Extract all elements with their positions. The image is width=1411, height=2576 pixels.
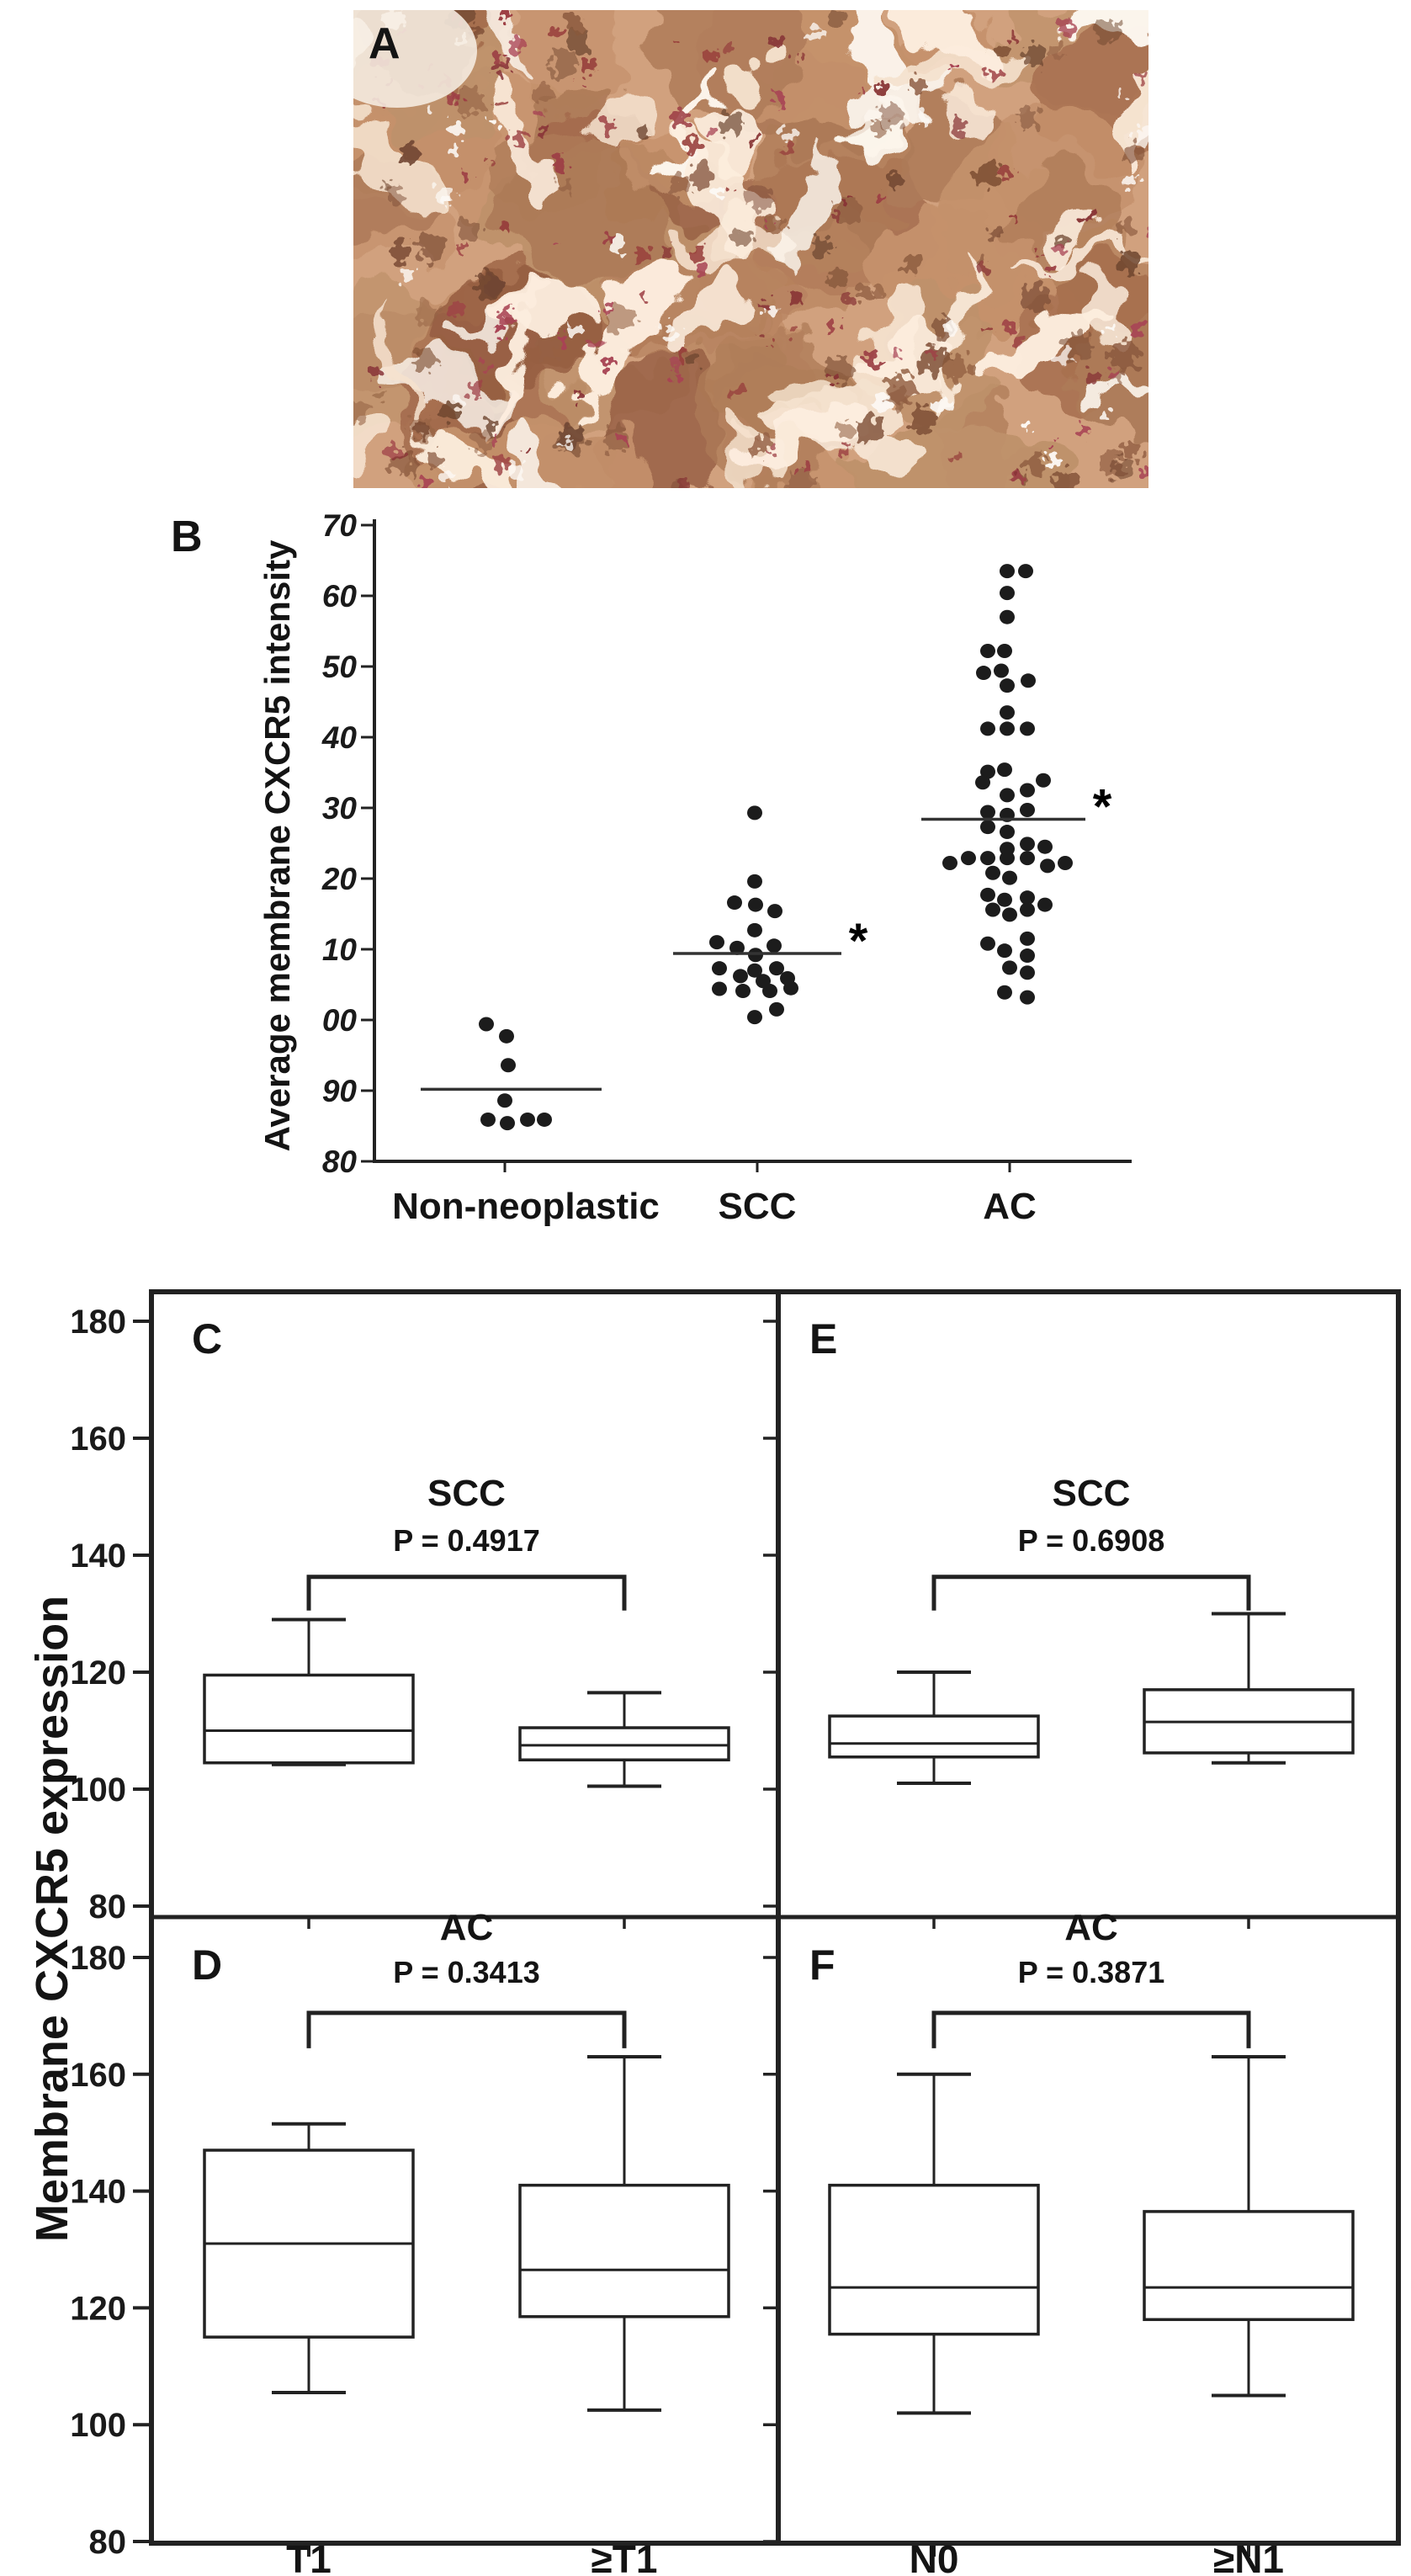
category-label-scc: SCC xyxy=(718,1186,797,1227)
box-f-n1 xyxy=(1144,2057,1353,2396)
p-value-c: P = 0.4917 xyxy=(393,1523,540,1559)
box-plot-grid xyxy=(70,1292,1398,2576)
panel-b-letter: B xyxy=(171,513,203,561)
significance-bracket xyxy=(309,1577,624,1611)
dotplot-ytick-label: 20 xyxy=(321,862,357,896)
p-value-e: P = 0.6908 xyxy=(1017,1523,1165,1559)
x-label-t1: ≥T1 xyxy=(591,2537,658,2576)
box-c-t1 xyxy=(520,1692,729,1786)
dot-group-non-neoplastic xyxy=(421,1017,602,1131)
boxgrid-ytick-label: 160 xyxy=(70,1421,126,1458)
dotplot-ytick-label: 90 xyxy=(321,1074,357,1108)
dotplot-ytick-label: 80 xyxy=(321,1145,357,1179)
p-value-d: P = 0.3413 xyxy=(393,1954,540,1989)
box-f-n0 xyxy=(830,2074,1038,2414)
dot-group-ac xyxy=(921,564,1112,1005)
boxgrid-ytick-label: 120 xyxy=(70,2290,126,2328)
panel-letter-d: D xyxy=(192,1941,223,1989)
significance-bracket xyxy=(934,2013,1249,2048)
box-c-t1 xyxy=(204,1619,413,1764)
x-label-t1: T1 xyxy=(286,2537,332,2576)
box-d-t1 xyxy=(204,2124,413,2393)
significance-asterisk: * xyxy=(1092,779,1112,835)
panel-c xyxy=(192,1315,729,1787)
dotplot-ytick-label: 70 xyxy=(321,508,357,543)
dotplot-y-axis-label: Average membrane CXCR5 intensity xyxy=(257,539,297,1152)
x-label-n0: N0 xyxy=(909,2537,959,2576)
category-label-non-neoplastic: Non-neoplastic xyxy=(392,1186,660,1227)
p-value-f: P = 0.3871 xyxy=(1017,1954,1165,1989)
dotplot-ytick-label: 30 xyxy=(321,791,357,826)
boxgrid-ytick-label: 140 xyxy=(70,1538,126,1575)
dotplot-ytick-label: 50 xyxy=(321,650,357,684)
boxgrid-ytick-label: 120 xyxy=(70,1654,126,1692)
boxgrid-ytick-label: 100 xyxy=(70,2407,126,2445)
boxgrid-y-axis-label: Membrane CXCR5 expression xyxy=(27,1595,77,2243)
panel-title-f: AC xyxy=(1064,1907,1118,1949)
panel-a-letter: A xyxy=(369,19,400,68)
boxgrid-ytick-label: 160 xyxy=(70,2056,126,2094)
significance-bracket xyxy=(309,2013,624,2048)
box-d-t1 xyxy=(520,2057,729,2410)
box-e-n1 xyxy=(1144,1614,1353,1763)
boxgrid-ytick-label: 80 xyxy=(88,2524,126,2561)
significance-bracket xyxy=(934,1577,1249,1611)
boxgrid-ytick-label: 180 xyxy=(70,1940,126,1977)
panel-letter-f: F xyxy=(809,1941,835,1989)
dot-group-scc xyxy=(673,805,868,1024)
boxgrid-ytick-label: 140 xyxy=(70,2173,126,2211)
dot-plot xyxy=(321,508,1132,1227)
boxgrid-ytick-label: 100 xyxy=(70,1771,126,1809)
panel-letter-e: E xyxy=(809,1315,838,1362)
boxgrid-ytick-label: 180 xyxy=(70,1304,126,1341)
histology-image xyxy=(353,10,1148,488)
panel-d xyxy=(192,1907,729,2410)
x-label-n1: ≥N1 xyxy=(1212,2537,1285,2576)
dotplot-ytick-label: 60 xyxy=(321,579,357,613)
significance-asterisk: * xyxy=(848,914,868,969)
category-label-ac: AC xyxy=(983,1186,1037,1227)
box-e-n0 xyxy=(830,1672,1038,1783)
boxgrid-ytick-label: 80 xyxy=(88,1888,126,1925)
dotplot-ytick-label: 00 xyxy=(321,1003,357,1038)
panel-e xyxy=(809,1315,1353,1783)
panel-title-e: SCC xyxy=(1052,1472,1131,1514)
panel-title-d: AC xyxy=(439,1907,494,1949)
panel-title-c: SCC xyxy=(427,1472,506,1514)
dotplot-ytick-label: 10 xyxy=(321,932,357,967)
panel-f xyxy=(809,1907,1353,2413)
dotplot-ytick-label: 40 xyxy=(321,720,357,755)
panel-letter-c: C xyxy=(192,1315,223,1362)
